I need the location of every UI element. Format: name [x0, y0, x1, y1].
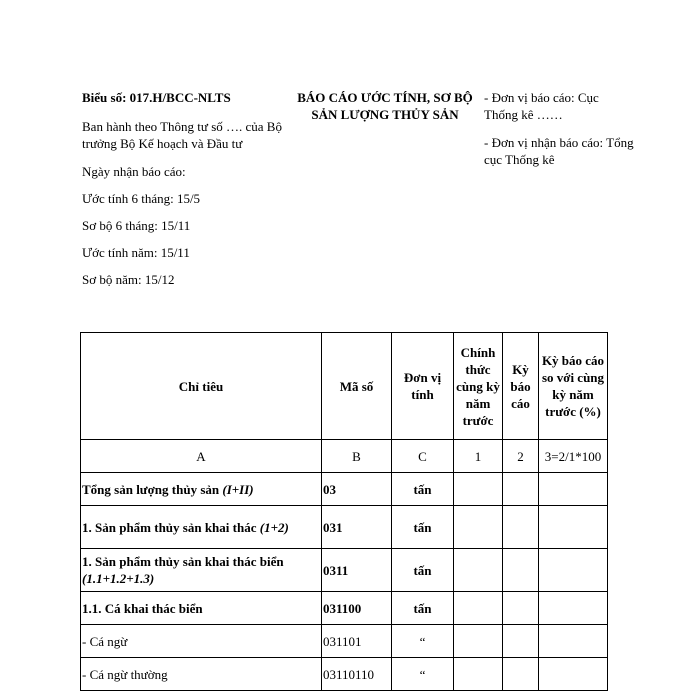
header-cell: Chính thức cùng kỳ năm trước: [454, 333, 503, 440]
table-row: [81, 506, 608, 549]
header-cell: Kỳ báo cáo: [503, 333, 539, 440]
indicator-cell: [81, 592, 322, 625]
value-cell: [454, 658, 503, 691]
header-cell: Mã số: [322, 333, 392, 440]
value-cell: [454, 506, 503, 549]
indicator-name: 1.1. Cá khai thác biển: [82, 600, 203, 616]
column-index-row: [81, 440, 608, 473]
indicator-name: - Cá ngừ thường: [82, 666, 168, 682]
indicator-name: Tổng sản lượng thủy sản: [82, 481, 223, 497]
value-cell: [503, 625, 539, 658]
indicator-cell: [81, 549, 322, 592]
code-cell: 03110110: [322, 658, 392, 691]
value-cell: [454, 549, 503, 592]
indicator-cell: [81, 658, 322, 691]
indicator-formula: (1+2): [259, 519, 289, 535]
report-table: [80, 332, 608, 691]
unit-cell: tấn: [392, 549, 454, 592]
report-title: [286, 89, 484, 123]
value-cell: [503, 549, 539, 592]
table-header-row: [81, 333, 608, 440]
value-cell: [539, 506, 608, 549]
table-row: [81, 473, 608, 506]
value-cell: [539, 473, 608, 506]
unit-cell: tấn: [392, 506, 454, 549]
value-cell: [539, 549, 608, 592]
deadline-item: Ước tính năm: 15/11: [82, 245, 190, 260]
table-row: [81, 625, 608, 658]
value-cell: [503, 506, 539, 549]
indicator-name: - Cá ngừ: [82, 633, 128, 649]
table-row: [81, 658, 608, 691]
column-index-cell: B: [322, 440, 392, 473]
unit-cell: “: [392, 658, 454, 691]
receiving-unit: - Đơn vị nhận báo cáo: Tổng cục Thống kê: [484, 135, 634, 167]
unit-cell: “: [392, 625, 454, 658]
code-cell: 031: [322, 506, 392, 549]
table-row: [81, 592, 608, 625]
indicator-cell: [81, 625, 322, 658]
code-cell: 03: [322, 473, 392, 506]
value-cell: [539, 625, 608, 658]
unit-cell: tấn: [392, 592, 454, 625]
deadline-item: Ước tính 6 tháng: 15/5: [82, 191, 201, 206]
table-row: [81, 549, 608, 592]
code-cell: 0311: [322, 549, 392, 592]
header-cell: Chỉ tiêu: [81, 333, 322, 440]
column-index-cell: A: [81, 440, 322, 473]
deadline-item: Sơ bộ năm: 15/12: [82, 272, 175, 287]
value-cell: [454, 625, 503, 658]
value-cell: [454, 592, 503, 625]
form-code: Biểu số: 017.H/BCC-NLTS: [82, 90, 231, 105]
column-index-cell: 3=2/1*100: [539, 440, 608, 473]
deadline-item: Sơ bộ 6 tháng: 15/11: [82, 218, 191, 233]
value-cell: [503, 658, 539, 691]
indicator-name: 1. Sản phẩm thủy sản khai thác biển: [82, 554, 284, 569]
column-index-cell: 2: [503, 440, 539, 473]
indicator-formula: (1.1+1.2+1.3): [82, 571, 155, 586]
indicator-name: 1. Sản phẩm thủy sản khai thác: [82, 519, 260, 535]
issued-by-text: Ban hành theo Thông tư số …. của Bộ trưởng Bộ Kế hoạch và Đầu tư: [82, 119, 282, 151]
value-cell: [539, 658, 608, 691]
indicator-cell: [81, 473, 322, 506]
indicator-cell: [81, 506, 322, 549]
reporting-unit: - Đơn vị báo cáo: Cục Thống kê ……: [484, 90, 599, 122]
column-index-cell: 1: [454, 440, 503, 473]
header-cell: Đơn vị tính: [392, 333, 454, 440]
code-cell: 031101: [322, 625, 392, 658]
indicator-formula: (I+II): [222, 481, 254, 497]
code-cell: 031100: [322, 592, 392, 625]
unit-cell: tấn: [392, 473, 454, 506]
report-title-line: SẢN LƯỢNG THỦY SẢN: [311, 107, 459, 122]
value-cell: [503, 592, 539, 625]
value-cell: [539, 592, 608, 625]
column-index-cell: C: [392, 440, 454, 473]
value-cell: [454, 473, 503, 506]
value-cell: [503, 473, 539, 506]
received-date-label: Ngày nhận báo cáo:: [82, 164, 186, 179]
report-title-line: BÁO CÁO ƯỚC TÍNH, SƠ BỘ: [297, 90, 473, 105]
header-cell: Kỳ báo cáo so với cùng kỳ năm trước (%): [539, 333, 608, 440]
